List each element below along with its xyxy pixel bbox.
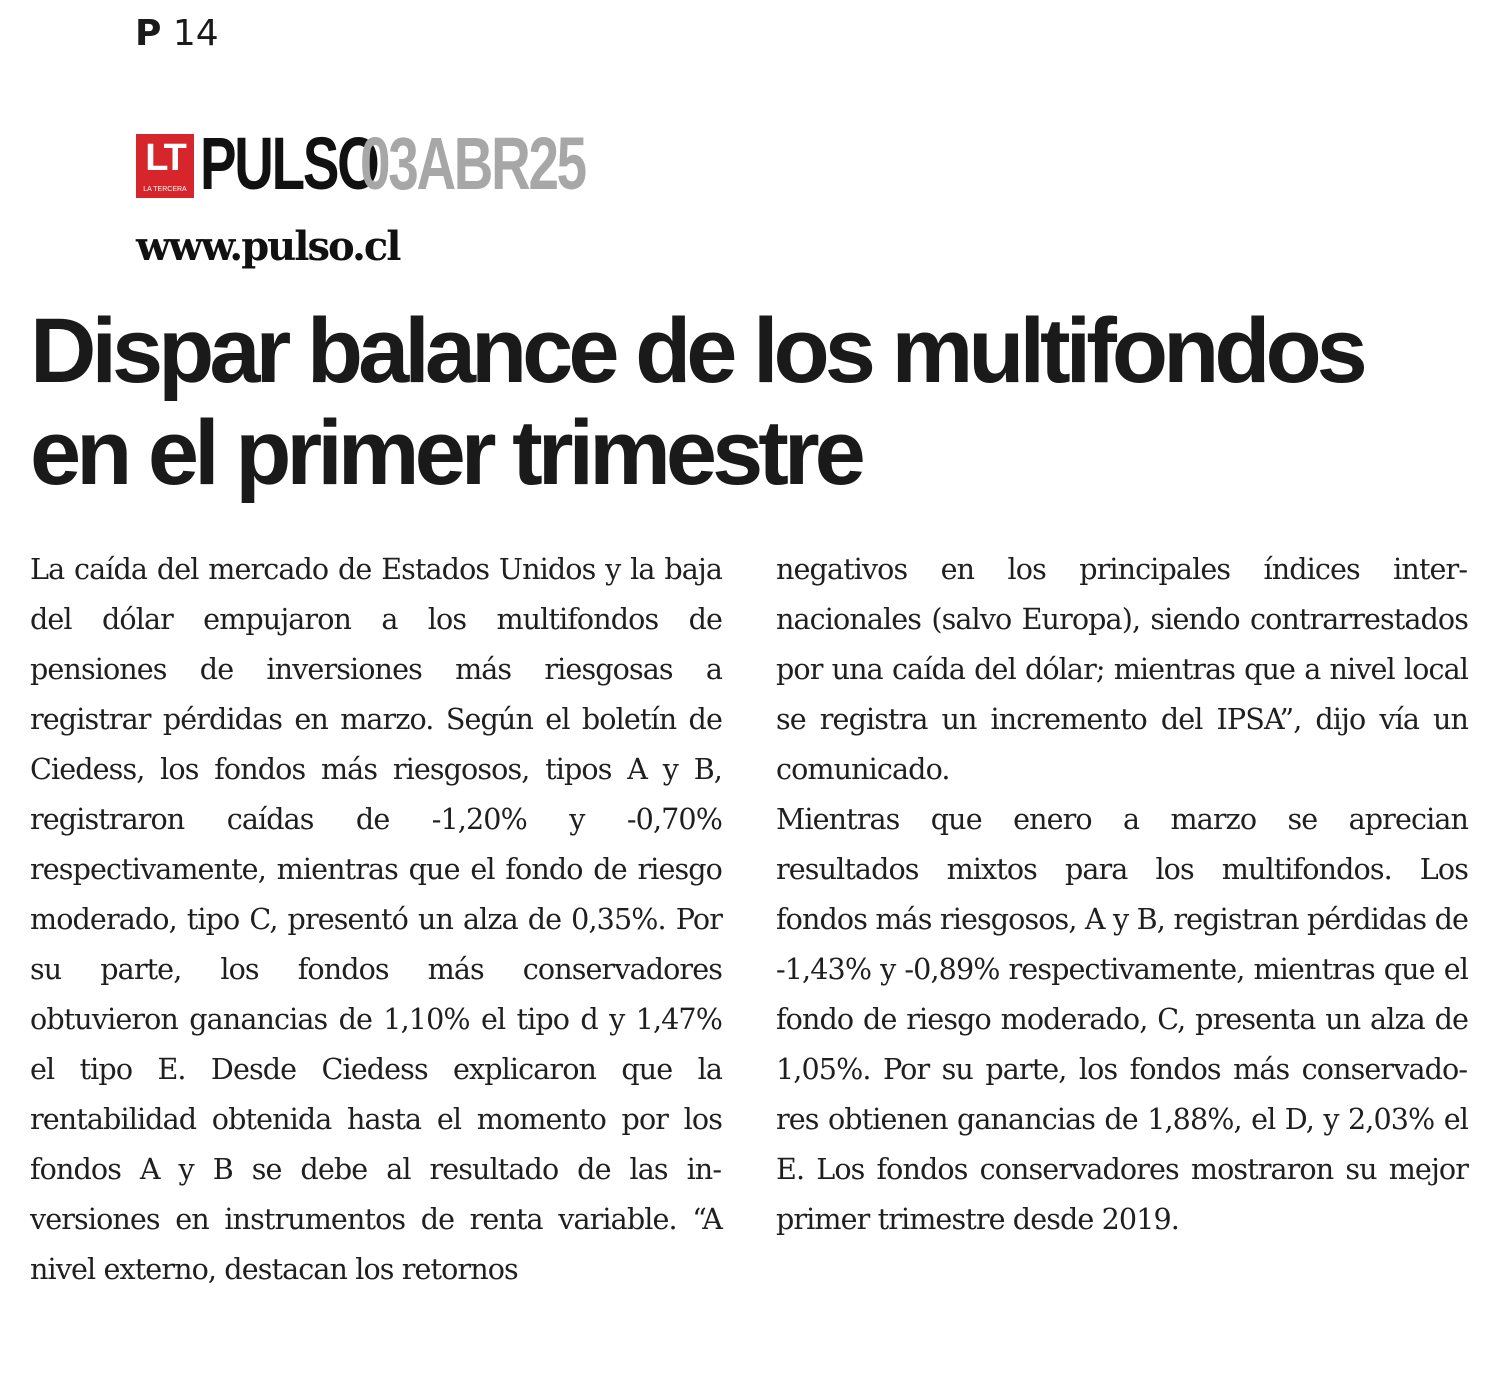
issue-date: 03ABR25 <box>360 122 585 205</box>
headline-line-1: Dispar balance de los multifondos <box>30 300 1363 402</box>
column-2-paragraph-1: negativos en los principales índices internacionales (salvo Europa), siendo contrarrestados por una caída del dólar; mientras que a nivel local se registra un incremento del IPSA”, dijo vía un comunicado. <box>776 552 1468 786</box>
article-column-1 <box>30 544 722 1294</box>
column-2-paragraph-2: Mientras que enero a marzo se aprecian resultados mixtos para los multifondos. Los fondos más riesgosos, A y B, registran pérdidas de -1,43% y -0,89% respectivamente, mientras que el fondo de riesgo moderado, C, presenta un alza de 1,05%. Por su parte, los fondos más conservadores obtienen ganancias de 1,88%, el D, y 2,03% el E. Los fondos conservadores mostraron su mejor primer trimestre desde 2019. <box>776 802 1468 1236</box>
website-url: www.pulso.cl <box>136 223 400 270</box>
page-number <box>135 12 219 56</box>
page-prefix: P <box>135 13 162 54</box>
article-column-2 <box>776 544 1468 1294</box>
logo-subtext: LA TERCERA <box>143 186 187 193</box>
brand-name: PULSO <box>200 122 378 205</box>
headline-line-2: en el primer trimestre <box>30 402 861 504</box>
la-tercera-logo <box>136 134 194 198</box>
logo-letters: LT <box>145 137 185 179</box>
page-number-value: 14 <box>172 13 219 54</box>
article-headline <box>30 300 1460 504</box>
article-body <box>30 544 1468 1294</box>
column-1-text: La caída del mercado de Estados Unidos y la baja del dólar empujaron a los multifondos de pensiones de inversiones más riesgosas a registrar pérdidas en marzo. Según el boletín de Ciedess, los fondos más riesgosos, tipos A y B, registraron caídas de -1,20% y -0,70% respectivamente, mientras que el fondo de riesgo moderado, tipo C, presentó un alza de 0,35%. Por su parte, los fondos más conservadores obtuvieron ganancias de 1,10% el tipo d y 1,47% el tipo E. Desde Ciedess explicaron que la rentabilidad obtenida hasta el momento por los fondos A y B se debe al resultado de las inversiones en instrumentos de renta variable. “A nivel externo, destacan los retornos <box>30 552 722 1286</box>
